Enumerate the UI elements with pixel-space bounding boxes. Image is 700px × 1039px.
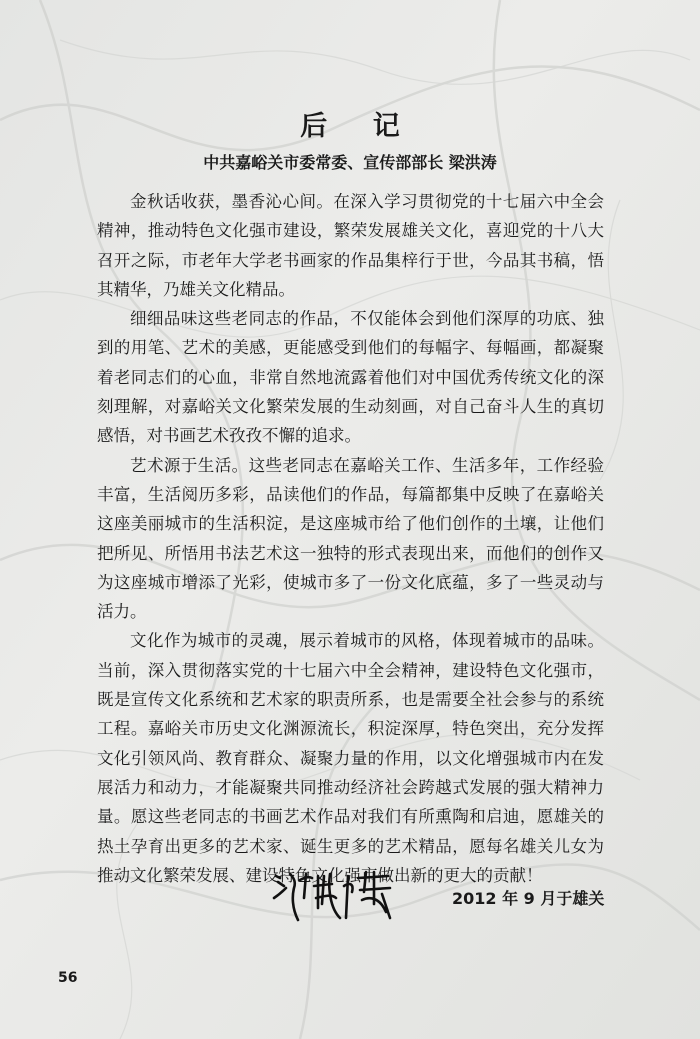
paragraph: 文化作为城市的灵魂，展示着城市的风格，体现着城市的品味。当前，深入贯彻落实党的十七届六中全会精神，建设特色文化强市，既是宣传文化系统和艺术家的职责所系，也是需要全社会参与的系统工程。嘉峪关市历史文化渊源流长，积淀深厚，特色突出，充分发挥文化引领风尚、教育群众、凝聚力量的作用，以文化增强城市内在发展活力和动力，才能凝聚共同推动经济社会跨越式发展的强大精神力量。愿这些老同志的书画艺术作品对我们有所熏陶和启迪，愿雄关的热土孕育出更多的艺术家、诞生更多的艺术精品，愿每名雄关儿女为推动文化繁荣发展、建设特色文化强市做出新的更大的贡献！ (97, 631, 604, 885)
paragraph: 细细品味这些老同志的作品，不仅能体会到他们深厚的功底、独到的用笔、艺术的美感，更能感受到他们的每幅字、每幅画，都凝聚着老同志们的心血，非常自然地流露着他们对中国优秀传统文化的深刻理解，对嘉峪关文化繁荣发展的生动刻画，对自己奋斗人生的真切感悟，对书画艺术孜孜不懈的追求。 (97, 309, 604, 446)
date-line: 2012 年 9 月于雄关 (452, 889, 605, 908)
page-number: 56 (58, 970, 78, 986)
page-title: 后 记 (300, 111, 418, 142)
signature-row (270, 868, 630, 928)
body-text (97, 187, 604, 890)
author-line: 中共嘉峪关市委常委、宣传部部长 梁洪涛 (203, 153, 497, 172)
paragraph: 金秋话收获，墨香沁心间。在深入学习贯彻党的十七届六中全会精神，推动特色文化强市建设，繁荣发展雄关文化，喜迎党的十八大召开之际，市老年大学老书画家的作品集梓行于世，今品其书稿，悟其精华，乃雄关文化精品。 (97, 192, 604, 299)
handwritten-signature (270, 868, 400, 928)
paragraph: 艺术源于生活。这些老同志在嘉峪关工作、生活多年，工作经验丰富，生活阅历多彩，品读他们的作品，每篇都集中反映了在嘉峪关这座美丽城市的生活积淀，是这座城市给了他们创作的土壤，让他们把所见、所悟用书法艺术这一独特的形式表现出来，而他们的创作又为这座城市增添了光彩，使城市多了一份文化底蕴，多了一些灵动与活力。 (97, 455, 604, 622)
